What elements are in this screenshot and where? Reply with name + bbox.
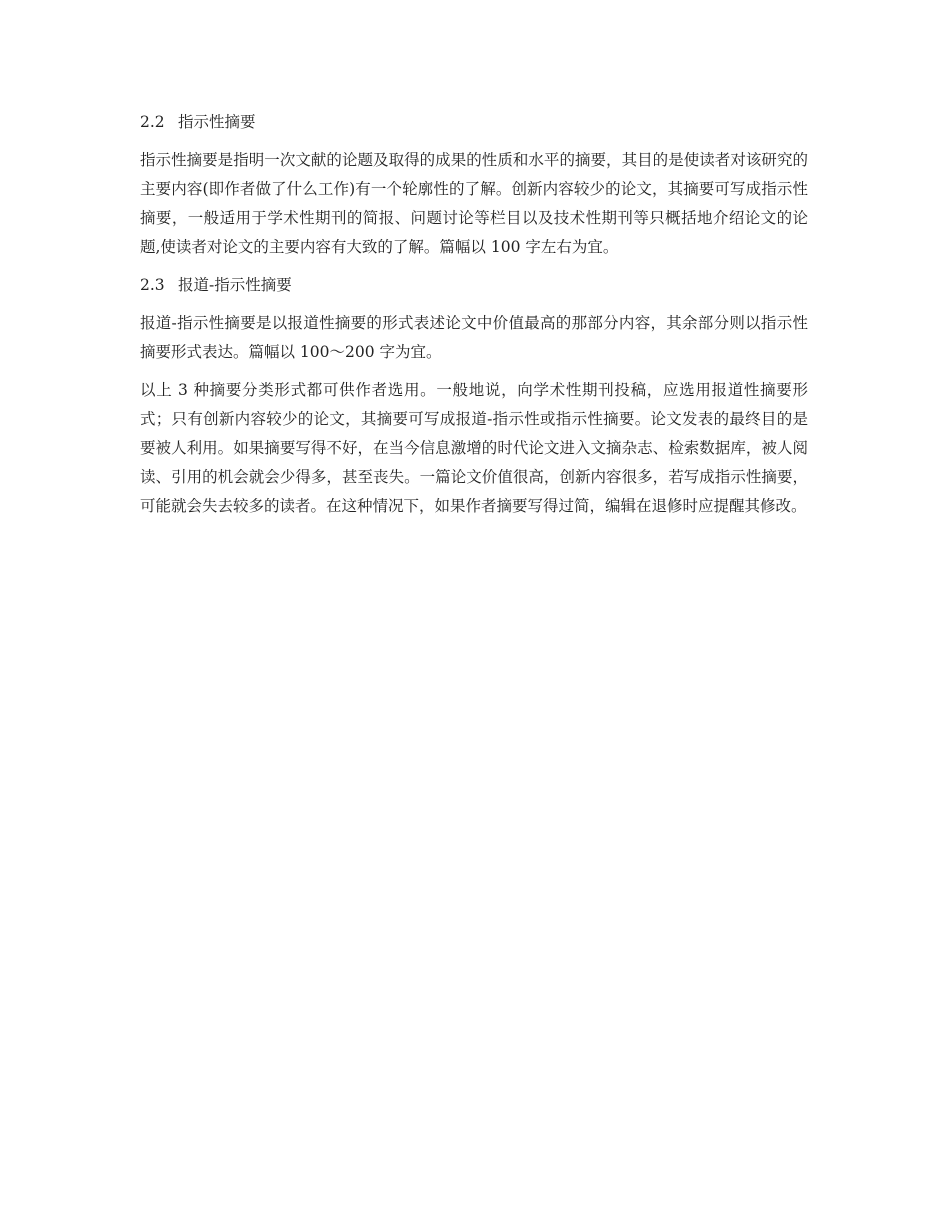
section-paragraph-indicative-abstract: 指示性摘要是指明一次文献的论题及取得的成果的性质和水平的摘要，其目的是使读者对该研究的主要内容(即作者做了什么工作)有一个轮廓性的了解。创新内容较少的论文，其摘要可写成指示性摘要，一般适用于学术性期刊的简报、问题讨论等栏目以及技术性期刊等只概括地介绍论文的论题,使读者对论文的主要内容有大致的了解。篇幅以 100 字左右为宜。 <box>140 151 808 256</box>
section-number: 2.2 <box>140 113 165 131</box>
section-heading-2-3 <box>140 271 808 300</box>
section-heading-2-2 <box>140 108 808 137</box>
section-number: 2.3 <box>140 276 165 294</box>
section-title: 报道-指示性摘要 <box>178 276 292 294</box>
document-content <box>140 108 808 530</box>
section-paragraph-informative-indicative-abstract: 报道-指示性摘要是以报道性摘要的形式表述论文中价值最高的那部分内容，其余部分则以指示性摘要形式表达。篇幅以 100～200 字为宜。 <box>140 314 808 361</box>
closing-paragraph: 以上 3 种摘要分类形式都可供作者选用。一般地说，向学术性期刊投稿，应选用报道性摘要形式；只有创新内容较少的论文，其摘要可写成报道-指示性或指示性摘要。论文发表的最终目的是要被人利用。如果摘要写得不好，在当今信息激增的时代论文进入文摘杂志、检索数据库，被人阅读、引用的机会就会少得多，甚至丧失。一篇论文价值很高，创新内容很多，若写成指示性摘要，可能就会失去较多的读者。在这种情况下，如果作者摘要写得过简，编辑在退修时应提醒其修改。 <box>140 381 808 515</box>
section-title: 指示性摘要 <box>178 113 256 131</box>
